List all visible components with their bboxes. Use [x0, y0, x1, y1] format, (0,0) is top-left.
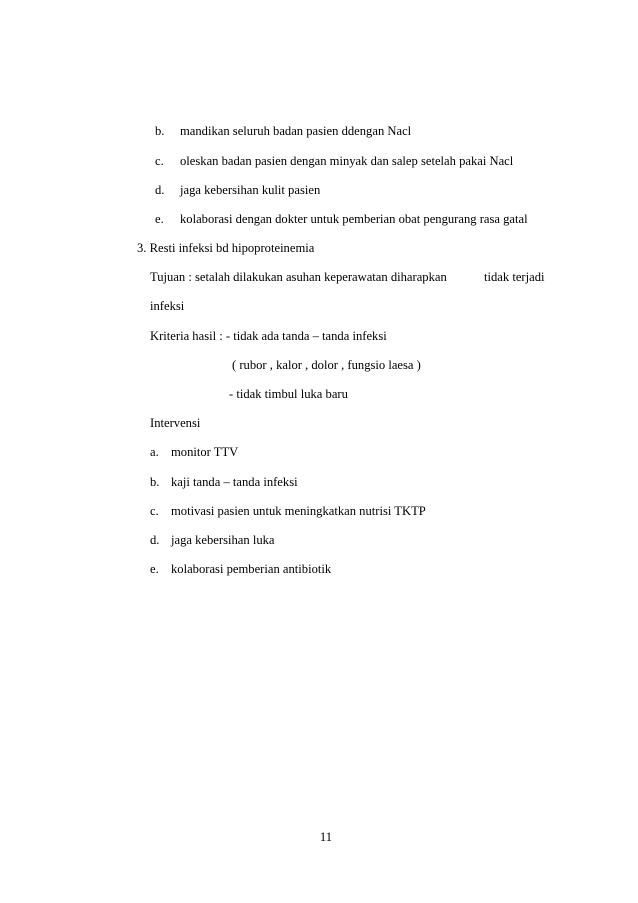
goal-continuation: infeksi: [150, 299, 185, 313]
list-marker: e.: [150, 562, 159, 576]
list-marker: c.: [150, 504, 159, 518]
criteria-item: - tidak timbul luka baru: [229, 387, 348, 401]
list-item-text: kaji tanda – tanda infeksi: [171, 475, 298, 489]
list-item-text: monitor TTV: [171, 445, 239, 459]
list-item: [150, 444, 238, 460]
list-item: [150, 561, 331, 577]
list-item-text: mandikan seluruh badan pasien ddengan Nacl: [180, 124, 412, 138]
list-item-text: kolaborasi pemberian antibiotik: [171, 562, 332, 576]
list-item: [155, 153, 513, 169]
intervention-label: Intervensi: [150, 416, 201, 430]
list-marker: b.: [155, 124, 165, 138]
list-marker: d.: [155, 183, 165, 197]
list-item: [155, 123, 411, 139]
list-item-text: oleskan badan pasien dengan minyak dan salep setelah pakai Nacl: [180, 154, 514, 168]
list-marker: d.: [150, 533, 160, 547]
goal-text: Tujuan : setalah dilakukan asuhan keperawatan diharapkan: [150, 270, 447, 284]
list-item: [155, 211, 528, 227]
page-number: 11: [319, 830, 333, 844]
list-item-text: jaga kebersihan kulit pasien: [180, 183, 321, 197]
list-item-text: motivasi pasien untuk meningkatkan nutrisi TKTP: [171, 504, 426, 518]
list-item: [150, 532, 275, 548]
list-marker: e.: [155, 212, 164, 226]
list-item-text: kolaborasi dengan dokter untuk pemberian obat pengurang rasa gatal: [180, 212, 528, 226]
criteria-detail: ( rubor , kalor , dolor , fungsio laesa ): [232, 358, 421, 372]
section-heading: 3. Resti infeksi bd hipoproteinemia: [137, 241, 315, 255]
goal-tail: tidak terjadi: [484, 270, 545, 284]
list-marker: b.: [150, 475, 160, 489]
list-item: [150, 503, 426, 519]
list-marker: c.: [155, 154, 164, 168]
list-item-text: jaga kebersihan luka: [171, 533, 275, 547]
criteria-label: Kriteria hasil : - tidak ada tanda – tanda infeksi: [150, 329, 387, 343]
list-item: [150, 474, 298, 490]
list-item: [155, 182, 320, 198]
list-marker: a.: [150, 445, 159, 459]
